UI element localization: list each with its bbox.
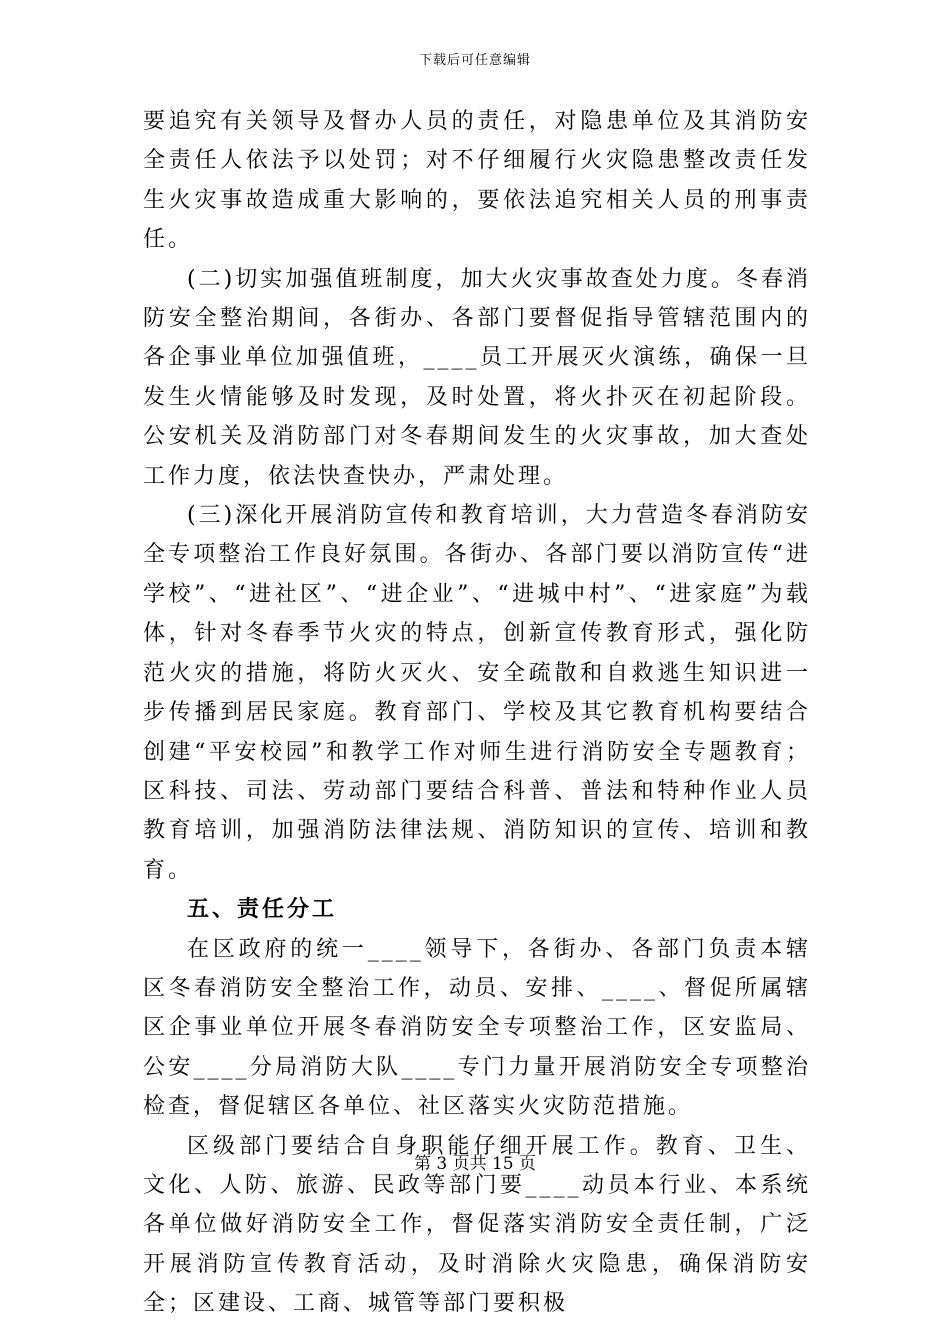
document-body [143, 102, 811, 1324]
paragraph-responsibility: 在区政府的统一____领导下，各街办、各部门负责本辖区冬春消防安全整治工作，动员、安排、____、督促所属辖区企事业单位开展冬春消防安全专项整治工作，区安监局、公安____分局消防大队____专门力量开展消防安全专项整治检查，督促辖区各单位、社区落实火灾防范措施。 [143, 936, 811, 1120]
section-heading: 五、责任分工 [187, 897, 338, 923]
paragraph-section-2: (二)切实加强值班制度，加大火灾事故查处力度。冬春消防安全整治期间，各街办、各部门要督促指导管辖范围内的各企事业单位加强值班，____员工开展灭火演练，确保一旦发生火情能够及时发现，及时处置，将火扑灭在初起阶段。公安机关及消防部门对冬春期间发生的火灾事故，加大查处工作力度，依法快查快办，严肃处理。 [143, 266, 811, 489]
paragraph-section-3: (三)深化开展消防宣传和教育培训，大力营造冬春消防安全专项整治工作良好氛围。各街办、各部门要以消防宣传“进学校”、“进社区”、“进企业”、“进城中村”、“进家庭”为载体，针对冬春季节火灾的特点，创新宣传教育形式，强化防范火灾的措施，将防火灭火、安全疏散和自救逃生知识进一步传播到居民家庭。教育部门、学校及其它教育机构要结合创建“平安校园”和教学工作对师生进行消防安全专题教育；区科技、司法、劳动部门要结合科普、普法和特种作业人员教育培训，加强消防法律法规、消防知识的宣传、培训和教育。 [143, 503, 811, 883]
page-number: 第 3 页共 15 页 [413, 1154, 537, 1174]
paragraph-continued: 要追究有关领导及督办人员的责任，对隐患单位及其消防安全责任人依法予以处罚；对不仔细履行火灾隐患整改责任发生火灾事故造成重大影响的，要依法追究相关人员的刑事责任。 [143, 109, 811, 253]
paragraph-district-departments: 区级部门要结合自身职能仔细开展工作。教育、卫生、文化、人防、旅游、民政等部门要____动员本行业、本系统各单位做好消防安全工作，督促落实消防安全责任制，广泛开展消防宣传教育活动，及时消除火灾隐患，确保消防安全；区建设、工商、城管等部门要积极 [143, 1133, 811, 1317]
page-header: 下载后可任意编辑 [418, 53, 531, 68]
